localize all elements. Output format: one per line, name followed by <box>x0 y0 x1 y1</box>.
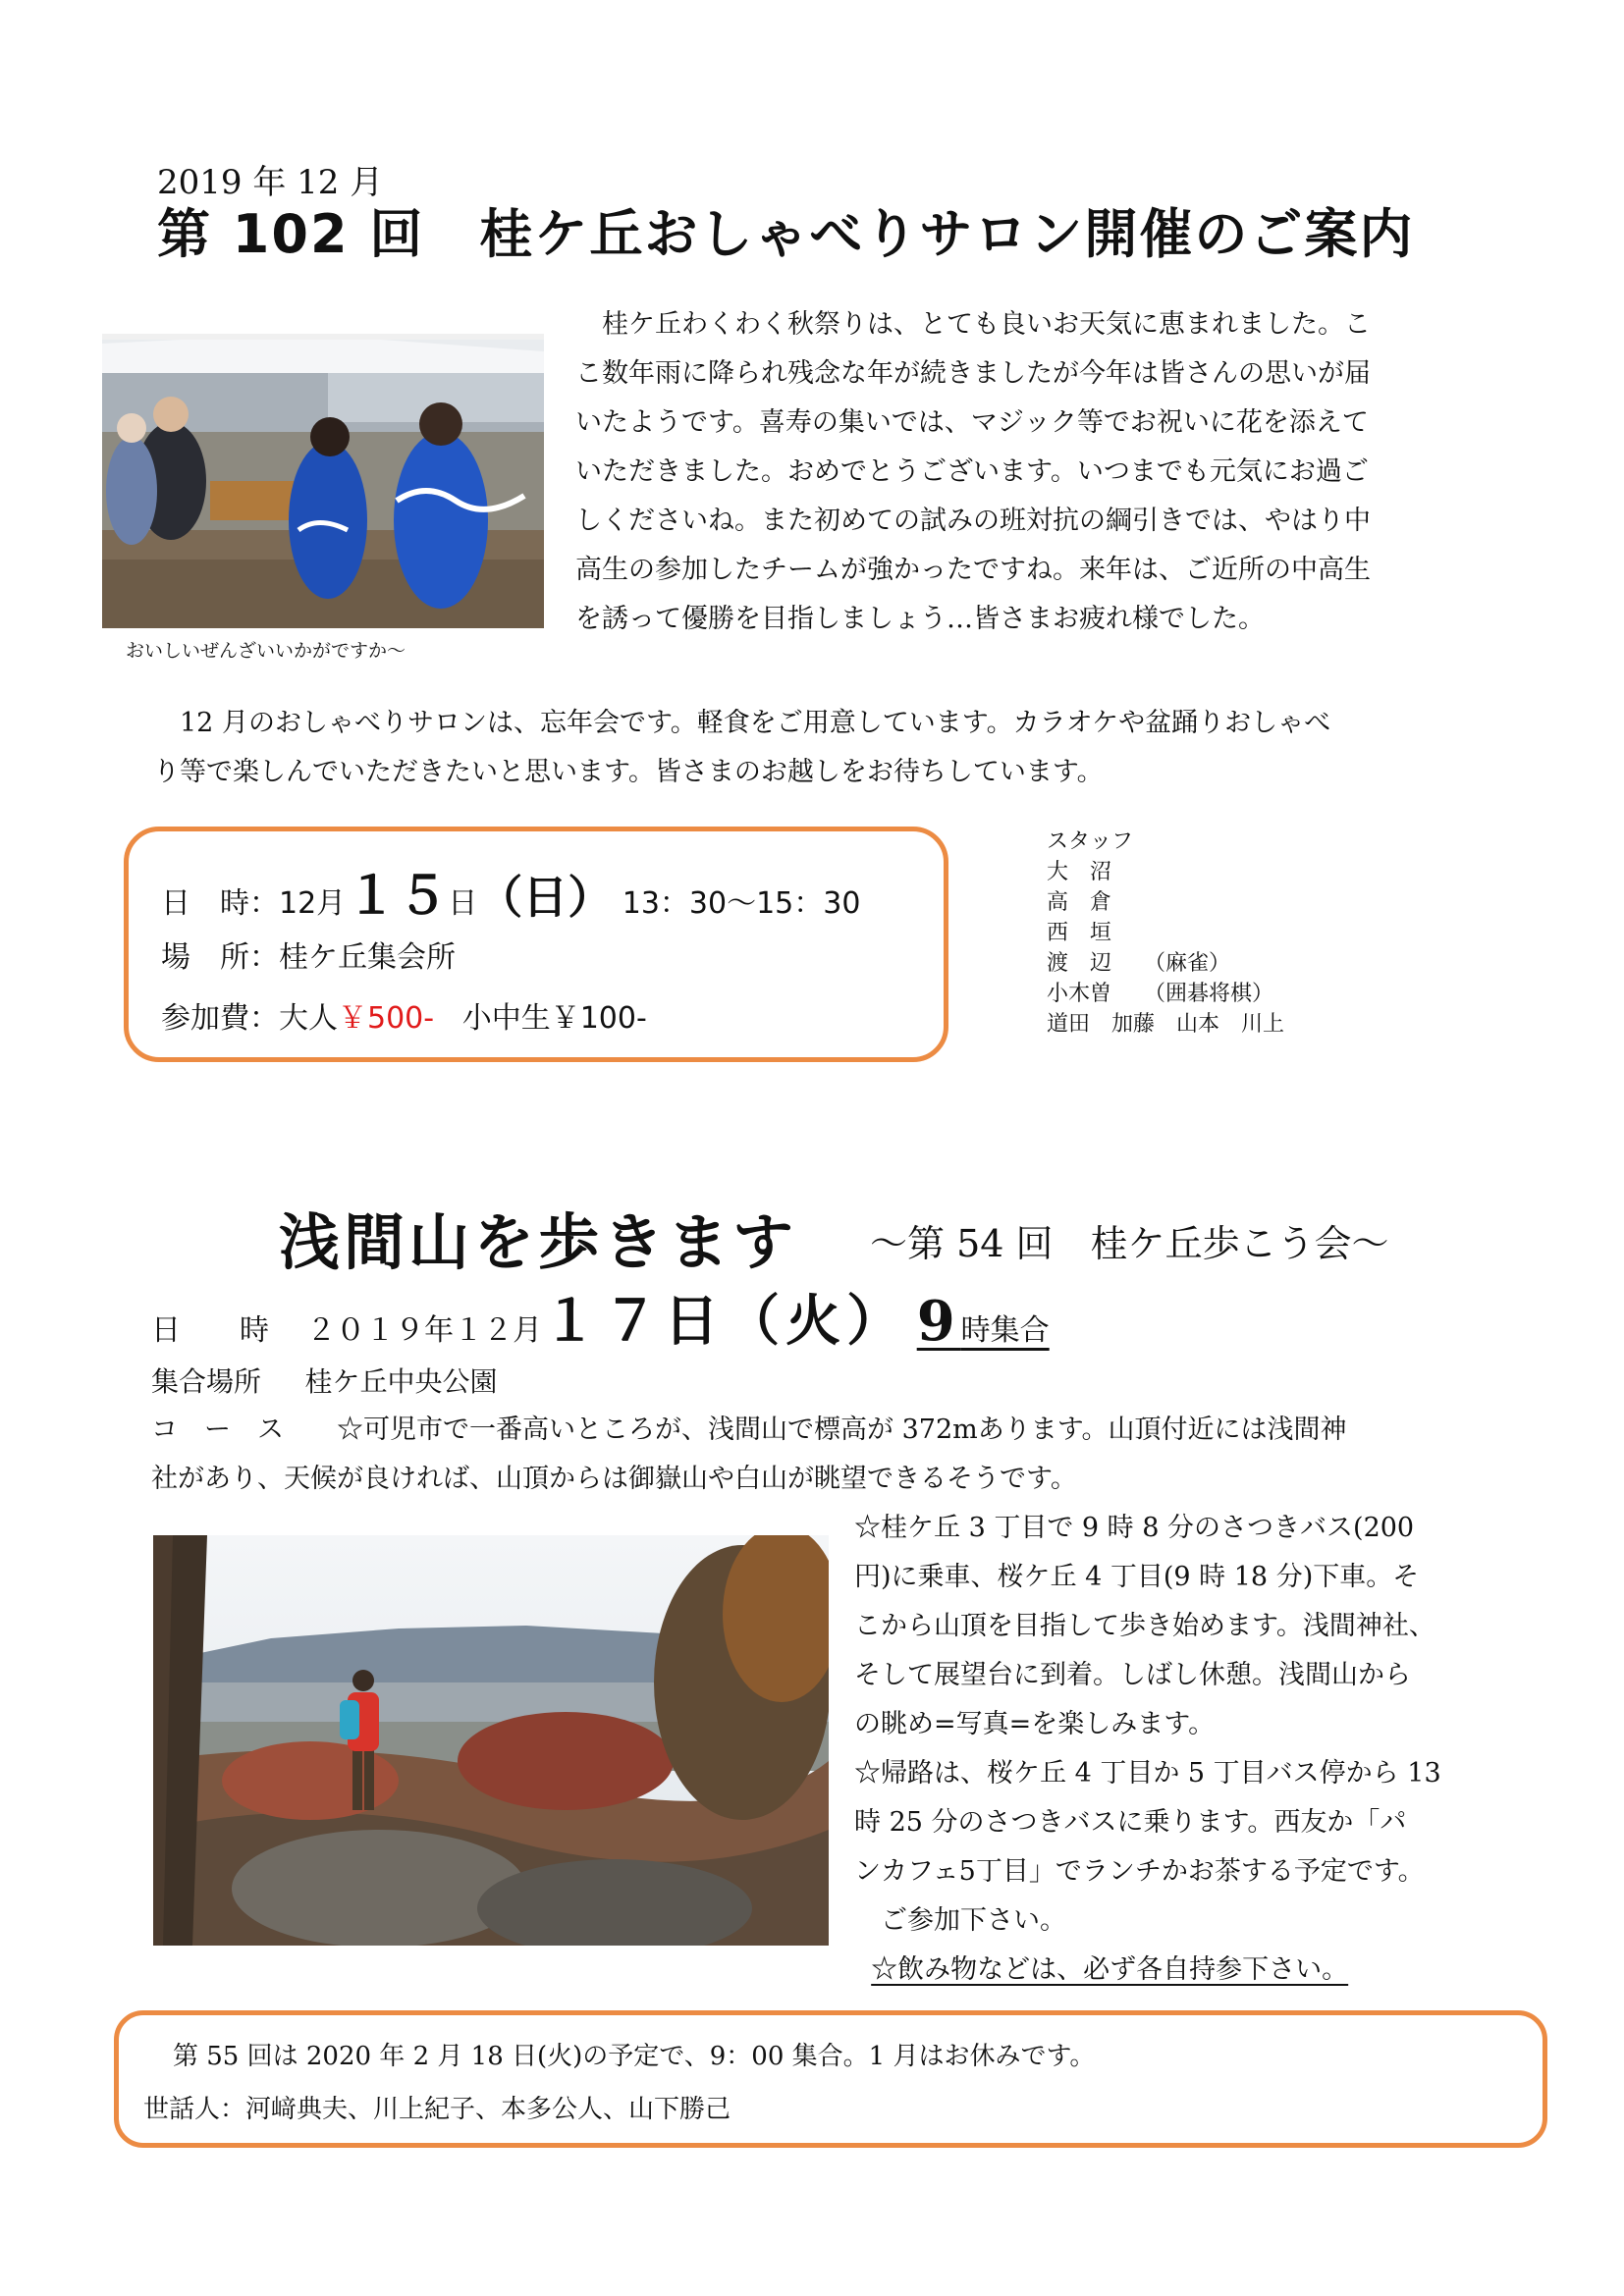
place-value: 桂ケ丘集会所 <box>279 940 456 975</box>
walk-subtitle: ～第 54 回 桂ケ丘歩こう会～ <box>870 1222 1389 1265</box>
page-title: 第 102 回 桂ケ丘おしゃべりサロン開催のご案内 <box>157 203 1415 265</box>
walk-date-row <box>151 1278 1050 1357</box>
intro-line: 高生の参加したチームが強かったですね。来年は、ご近所の中高生 <box>575 555 1371 585</box>
course-detail-paragraph <box>854 1504 1512 1995</box>
meet-row <box>151 1361 498 1400</box>
date-label: 日 時： <box>161 886 279 921</box>
intro-paragraph <box>575 300 1489 644</box>
intro-line: を誘って優勝を目指しましょう…皆さまお疲れ様でした。 <box>575 604 1265 634</box>
walk-title: 浅間山を歩きます <box>279 1206 798 1278</box>
fee-child: 小中生￥100- <box>461 1001 647 1036</box>
mountain-view-photo <box>153 1535 829 1946</box>
staff-list <box>1047 827 1284 1040</box>
course-detail-line: こから山頂を目指して歩き始めます。浅間神社、 <box>854 1611 1435 1641</box>
course-detail-line: ンカフェ5丁目」でランチかお茶する予定です。 <box>854 1856 1425 1887</box>
drinks-note <box>854 1946 1512 1995</box>
drinks-note-text: ☆飲み物などは、必ず各自持参下さい。 <box>871 1954 1349 1985</box>
organizers: 世話人：河﨑典夫、川上紀子、本多公人、山下勝己 <box>143 2095 731 2124</box>
date-month: 12月 <box>279 886 347 921</box>
fee-label: 参加費： <box>161 1001 279 1036</box>
invite-paragraph <box>153 699 1489 797</box>
walk-date-day: １７日 <box>542 1289 726 1354</box>
fee-adult-value: ￥500- <box>338 1001 435 1036</box>
course-detail-line: 時 25 分のさつきバスに乗ります。西友か「パ <box>854 1807 1407 1838</box>
walk-time-text: 時集合 <box>960 1313 1050 1348</box>
meet-value: 桂ケ丘中央公園 <box>304 1365 498 1398</box>
issue-date: 2019 年 12 月 <box>157 163 384 202</box>
event-fee-row <box>161 993 647 1037</box>
course-detail-line: そして展望台に到着。しばし休憩。浅間山から <box>854 1660 1411 1690</box>
date-day: １５ <box>346 866 449 926</box>
intro-line: 桂ケ丘わくわく秋祭りは、とても良いお天気に恵まれました。こ <box>575 309 1371 340</box>
event-place-row <box>161 933 456 976</box>
course-detail-line: 円)に乗車、桜ケ丘 4 丁目(9 時 18 分)下車。そ <box>854 1562 1420 1592</box>
date-weekday: （日） <box>477 871 614 924</box>
date-day-unit: 日 <box>448 886 478 921</box>
course-line: 社があり、天候が良ければ、山頂からは御嶽山や白山が眺望できるそうです。 <box>151 1464 1077 1494</box>
festival-photo <box>102 334 544 628</box>
next-event-box <box>114 2010 1547 2148</box>
place-label: 場 所： <box>161 940 279 975</box>
course-paragraph <box>151 1406 1496 1504</box>
staff-item: 大 沼 <box>1047 860 1112 884</box>
walk-time <box>916 1289 1050 1354</box>
staff-heading: スタッフ <box>1047 829 1134 854</box>
intro-line: いたようです。喜寿の集いでは、マジック等でお祝いに花を添えて <box>575 407 1369 438</box>
course-detail-line: ☆桂ケ丘 3 丁目で 9 時 8 分のさつきバス(200 <box>854 1513 1415 1543</box>
staff-item: 西 垣 <box>1047 921 1112 945</box>
staff-item: 道田 加藤 山本 川上 <box>1047 1012 1285 1037</box>
staff-item: 高 倉 <box>1047 890 1112 915</box>
photo-caption: おいしいぜんざいいかがですか～ <box>126 640 406 662</box>
invite-line: り等で楽しんでいただきたいと思います。皆さまのお越しをお待ちしています。 <box>153 757 1104 787</box>
course-detail-line: ☆帰路は、桜ケ丘 4 丁目か 5 丁目バス停から 13 <box>854 1758 1441 1789</box>
intro-line: いただきました。おめでとうございます。いつまでも元気にお過ご <box>575 456 1369 487</box>
date-time: 13：30～15：30 <box>622 886 861 921</box>
staff-item: 渡 辺 （麻雀） <box>1047 951 1231 976</box>
course-line: コ ー ス ☆可児市で一番高いところが、浅間山で標高が 372mあります。山頂付近には浅間神 <box>151 1415 1347 1445</box>
mountain-view-image <box>153 1535 829 1946</box>
invite-line: 12 月のおしゃべりサロンは、忘年会です。軽食をご用意しています。カラオケや盆踊りおしゃべ <box>153 708 1331 738</box>
walk-date-label: 日 時 <box>151 1313 269 1348</box>
course-detail-line: ご参加下さい。 <box>854 1905 1066 1936</box>
walk-time-num: 9 <box>916 1289 961 1354</box>
meet-label: 集合場所 <box>151 1365 262 1398</box>
staff-item: 小木曽 （囲碁将棋） <box>1047 982 1274 1006</box>
intro-line: しくださいね。また初めての試みの班対抗の綱引きでは、やはり中 <box>575 506 1371 536</box>
fee-adult-label: 大人 <box>279 1001 338 1036</box>
event-date-row <box>161 854 860 928</box>
course-detail-line: の眺め=写真=を楽しみます。 <box>854 1709 1216 1739</box>
next-event-notice: 第 55 回は 2020 年 2 月 18 日(火)の予定で、9：00 集合。1 月はお休みです。 <box>173 2042 1096 2071</box>
walk-date-prefix: ２０１９年１２月 <box>306 1313 543 1348</box>
intro-line: こ数年雨に降られ残念な年が続きましたが今年は皆さんの思いが届 <box>575 358 1371 389</box>
walk-date-weekday: （火） <box>725 1289 908 1354</box>
festival-photo-image <box>102 334 544 628</box>
